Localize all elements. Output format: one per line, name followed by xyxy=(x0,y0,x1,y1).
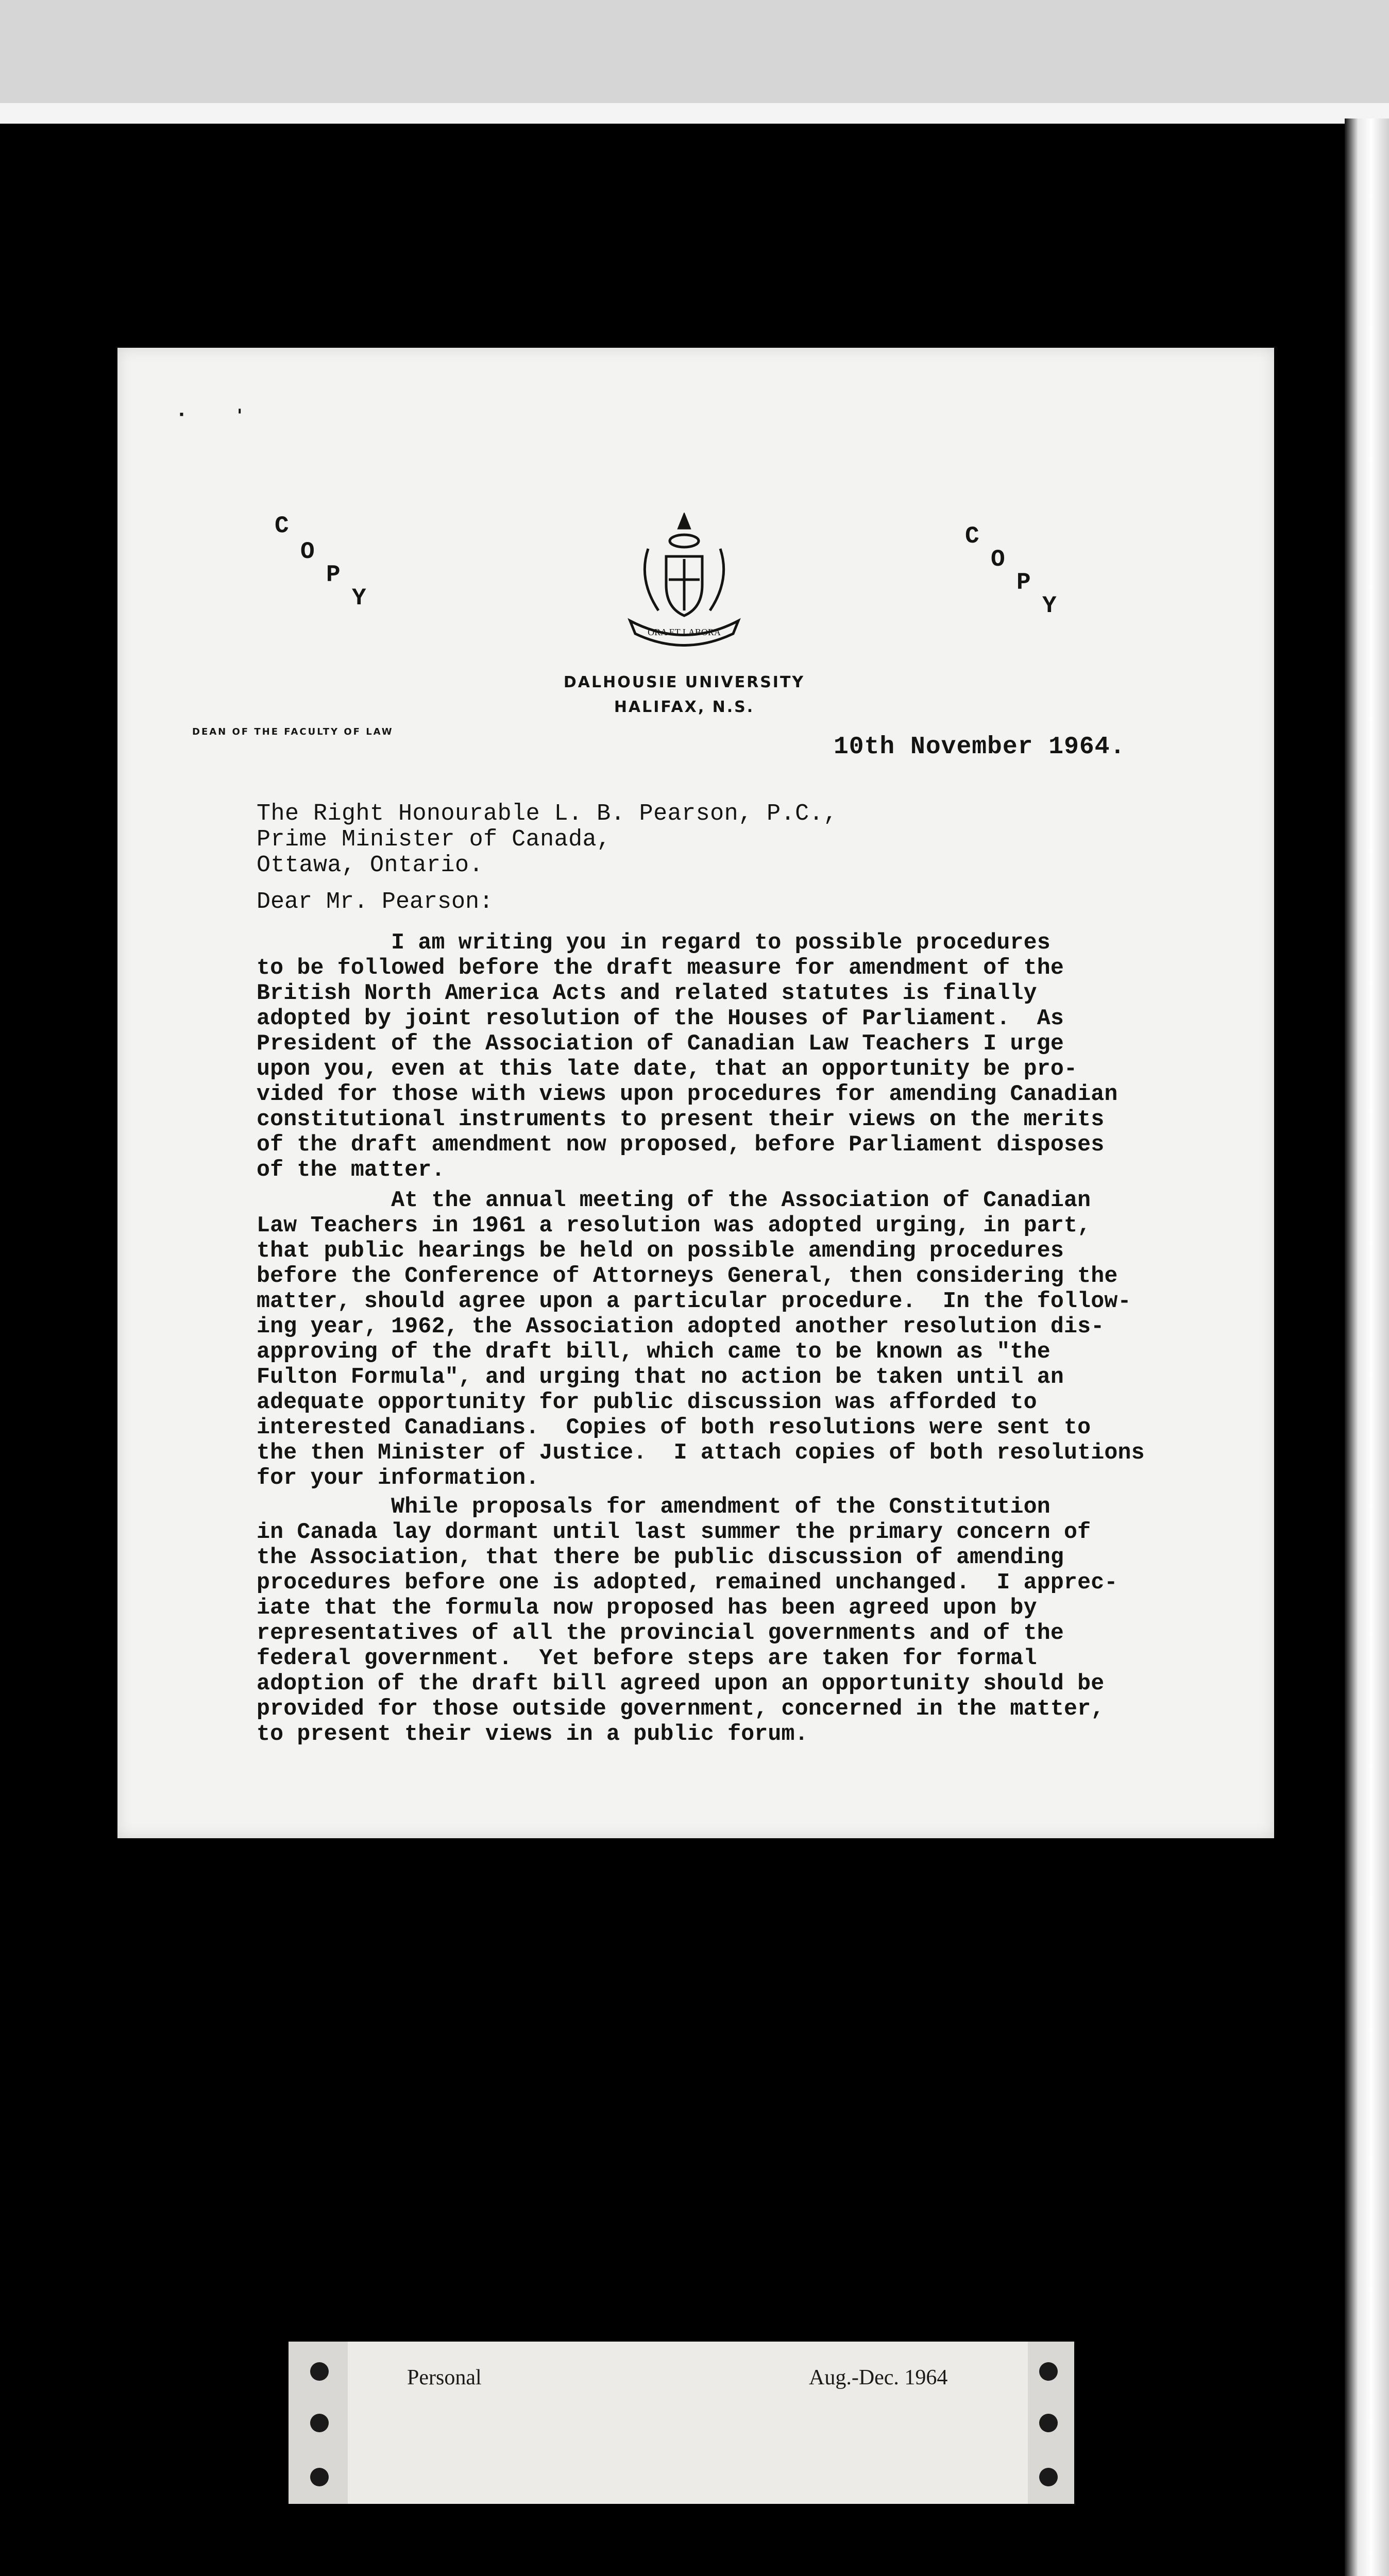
stray-mark: · xyxy=(178,404,185,425)
copy-mark-right-p: P xyxy=(1017,569,1031,596)
punch-hole-icon xyxy=(310,2362,329,2381)
stray-mark: ' xyxy=(237,405,243,426)
copy-mark-right-c: C xyxy=(965,523,979,550)
paragraph-1: I am writing you in regard to possible procedures to be followed before the draft measure for amendment of the British North America Acts and related statutes is finally adopted by joint resolution of the Houses of Parliament. As President of the Association of Canadian Law Teachers I urge upon you, even at this late date, that an opportunity be pro- vided for those with views upon procedures for amending Canadian constitutional instruments to present their views on the merits of the draft amendment now proposed, before Parliament disposes of the matter. xyxy=(257,930,1118,1182)
salutation: Dear Mr. Pearson: xyxy=(257,889,494,915)
copy-mark-left-c: C xyxy=(275,513,289,539)
paragraph-2: At the annual meeting of the Association of Canadian Law Teachers in 1961 a resolution was adopted urging, in part, that public hearings be held on possible amending procedures before the Conference of Attorneys General, then considering the matter, should agree upon a particular procedure. In the follow- ing year, 1962, the Association adopted another resolution dis- approving of the draft bill, which came to be known as "the Fulton Formula", and urging that no action be taken until an adequate opportunity for public discussion was afforded to interested Canadians. Copies of both resolutions were sent to the then Minister of Justice. I attach copies of both resolutions for your information. xyxy=(257,1188,1145,1490)
punch-hole-icon xyxy=(310,2414,329,2432)
university-city: HALIFAX, N.S. xyxy=(614,698,755,716)
film-right-edge xyxy=(1345,118,1389,2576)
copy-mark-left-p: P xyxy=(326,562,341,588)
file-label-category: Personal xyxy=(407,2366,482,2389)
punch-hole-icon xyxy=(1039,2362,1058,2381)
letter-page xyxy=(117,348,1274,1838)
copy-mark-right-y: Y xyxy=(1042,592,1057,619)
film-top-edge xyxy=(0,0,1389,118)
address-line: The Right Honourable L. B. Pearson, P.C., xyxy=(257,801,838,827)
svg-text:ORA ET LABORA: ORA ET LABORA xyxy=(648,627,721,637)
punch-hole-icon xyxy=(1039,2468,1058,2486)
letter-date: 10th November 1964. xyxy=(834,733,1126,761)
dean-line: DEAN OF THE FACULTY OF LAW xyxy=(192,726,394,737)
address-line: Prime Minister of Canada, xyxy=(257,826,611,853)
file-label-date-range: Aug.-Dec. 1964 xyxy=(809,2366,948,2389)
copy-mark-right-o: O xyxy=(991,546,1005,573)
paragraph-3: While proposals for amendment of the Constitution in Canada lay dormant until last summer the primary concern of the Association, that there be public discussion of amending procedures before one is adopted, remained unchanged. I apprec- iate that the formula now proposed has been agreed upon by representatives of all the provincial governments and of the federal government. Yet before steps are taken for formal adoption of the draft bill agreed upon an opportunity should be provided for those outside government, concerned in the matter, to present their views in a public forum. xyxy=(257,1494,1118,1747)
punch-hole-icon xyxy=(1039,2414,1058,2432)
address-line: Ottawa, Ontario. xyxy=(257,852,484,878)
university-crest-icon xyxy=(609,513,759,647)
film-top-edge-highlight xyxy=(0,103,1389,124)
copy-mark-left-y: Y xyxy=(352,585,366,612)
punch-hole-icon xyxy=(310,2468,329,2486)
copy-mark-left-o: O xyxy=(300,538,315,565)
university-name: DALHOUSIE UNIVERSITY xyxy=(563,673,805,691)
file-label xyxy=(289,2342,1074,2504)
